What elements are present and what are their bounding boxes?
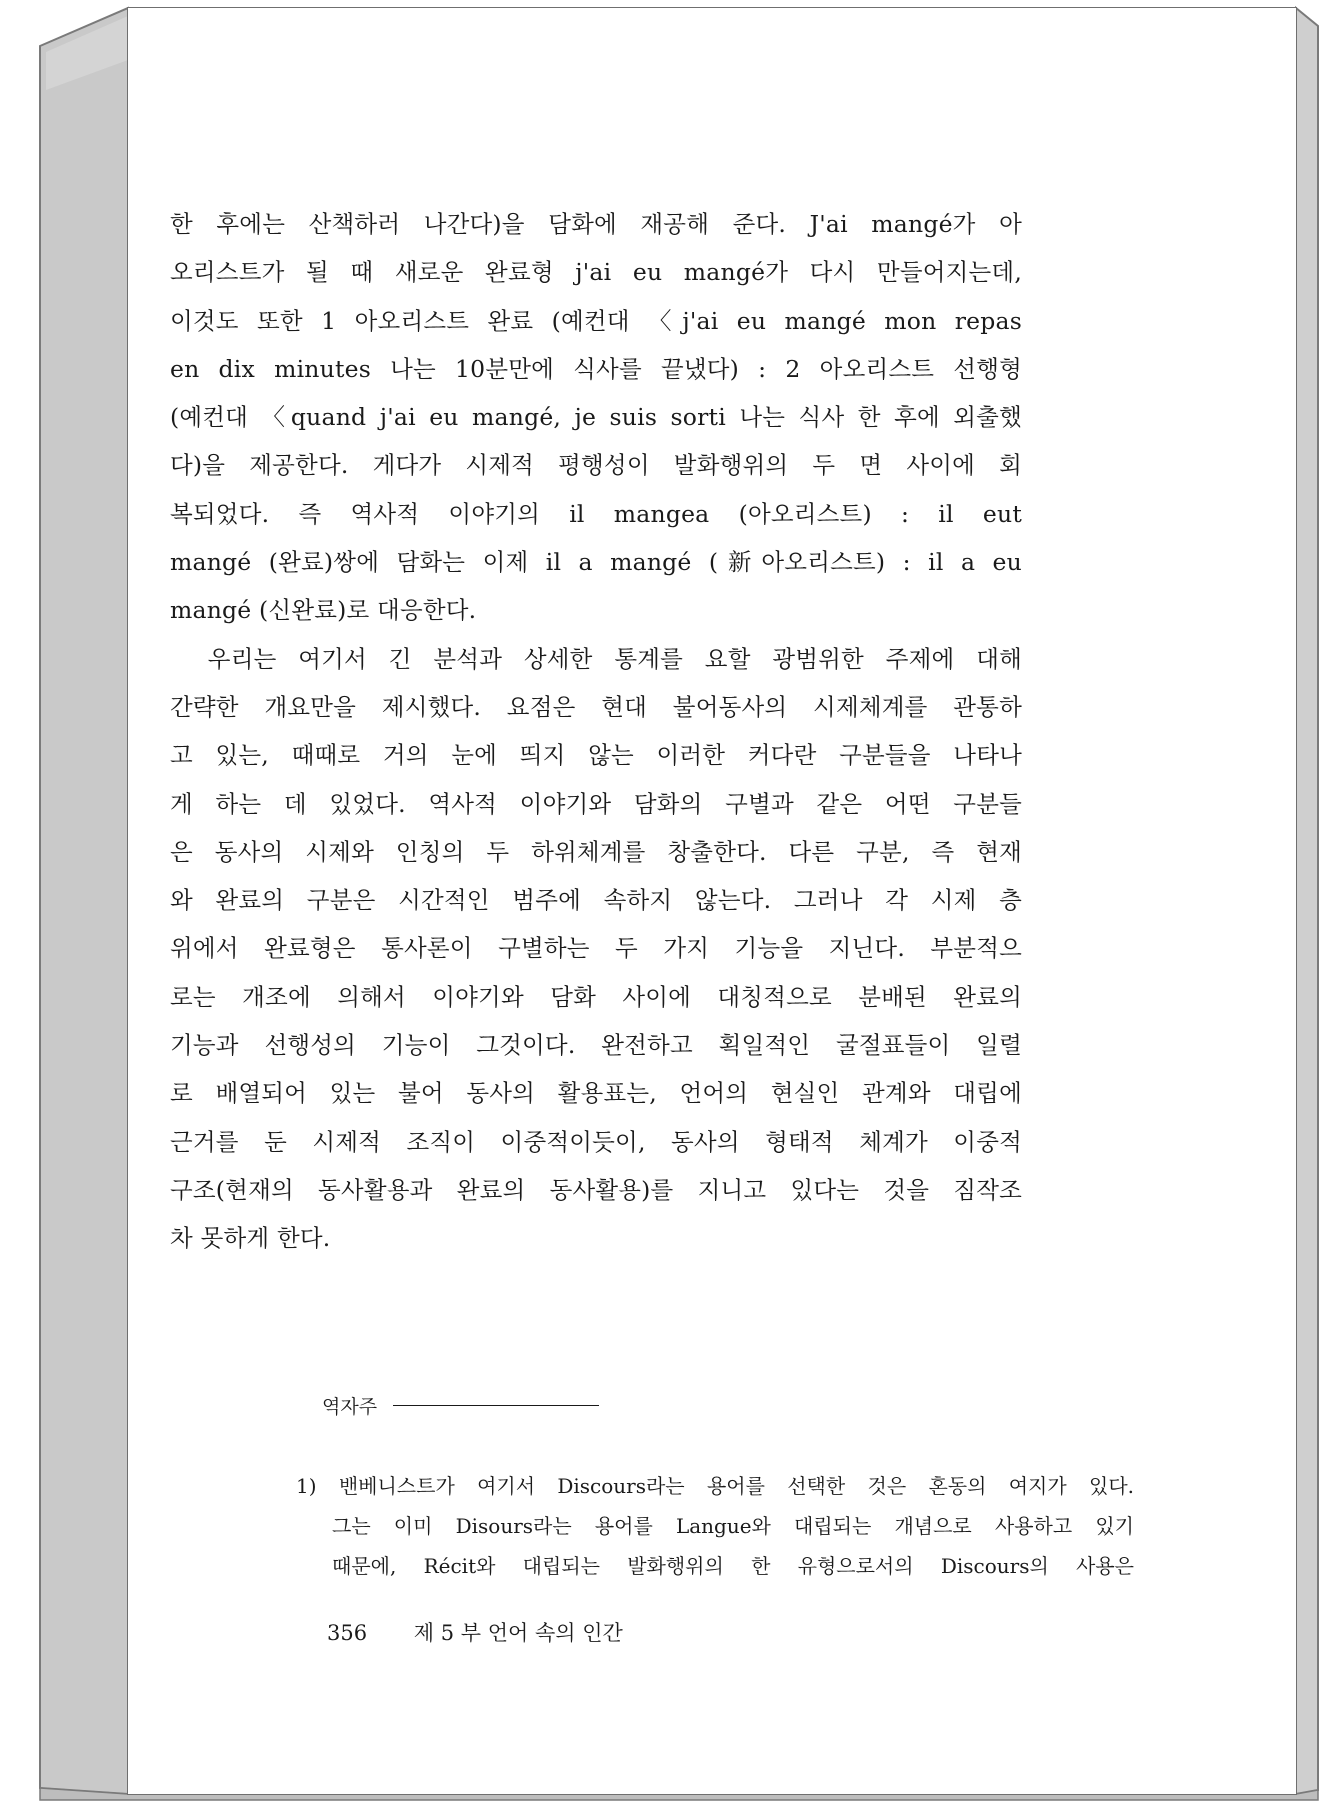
body-line: en dix minutes 나는 10분만에 식사를 끝냈다) : 2 아오리스트 선행형 <box>170 354 1022 383</box>
body-line: mangé (신완료)로 대응한다. <box>170 596 477 625</box>
body-text <box>170 200 1022 1263</box>
body-line: 차 못하게 한다. <box>170 1224 331 1253</box>
page-footer <box>327 1617 623 1647</box>
footnote-heading-label: 역자주 <box>322 1396 378 1418</box>
book-spine <box>40 8 128 1794</box>
footnotes <box>296 1466 1134 1586</box>
body-line: 로는 개조에 의해서 이야기와 담화 사이에 대칭적으로 분배된 완료의 <box>170 982 1022 1011</box>
body-line: (예컨대 〈quand j'ai eu mangé, je suis sorti 나는 식사 한 후에 외출했 <box>170 403 1022 432</box>
body-line: 구조(현재의 동사활용과 완료의 동사활용)를 지니고 있다는 것을 짐작조 <box>170 1175 1022 1204</box>
section-title: 제 5 부 언어 속의 인간 <box>413 1621 623 1645</box>
body-line: mangé (완료)쌍에 담화는 이제 il a mangé (新아오리스트) : il a eu <box>170 548 1022 577</box>
footnote-heading <box>322 1392 599 1419</box>
page-number: 356 <box>327 1621 368 1645</box>
footnote-rule <box>393 1405 599 1407</box>
body-line: 이것도 또한 1 아오리스트 완료 (예컨대 〈j'ai eu mangé mon repas <box>170 306 1022 335</box>
footnote-line: 그는 이미 Disours라는 용어를 Langue와 대립되는 개념으로 사용하고 있기 <box>332 1514 1134 1538</box>
body-line: 고 있는, 때때로 거의 눈에 띄지 않는 이러한 커다란 구분들을 나타나 <box>170 741 1022 770</box>
footnote-line: 1) 밴베니스트가 여기서 Discours라는 용어를 선택한 것은 혼동의 여지가 있다. <box>296 1474 1134 1498</box>
body-line: 기능과 선행성의 기능이 그것이다. 완전하고 획일적인 굴절표들이 일렬 <box>170 1031 1022 1060</box>
body-line: 근거를 둔 시제적 조직이 이중적이듯이, 동사의 형태적 체계가 이중적 <box>170 1127 1022 1156</box>
body-line: 와 완료의 구분은 시간적인 범주에 속하지 않는다. 그러나 각 시제 층 <box>170 886 1022 915</box>
body-line: 다)을 제공한다. 게다가 시제적 평행성이 발화행위의 두 면 사이에 회 <box>170 451 1022 480</box>
book-right-edge <box>1296 8 1318 1794</box>
body-line: 우리는 여기서 긴 분석과 상세한 통계를 요할 광범위한 주제에 대해 <box>170 644 1022 673</box>
body-line: 한 후에는 산책하러 나간다)을 담화에 재공해 준다. J'ai mangé가 아 <box>170 210 1022 238</box>
body-line: 간략한 개요만을 제시했다. 요점은 현대 불어동사의 시제체계를 관통하 <box>170 692 1022 721</box>
body-line: 위에서 완료형은 통사론이 구별하는 두 가지 기능을 지닌다. 부분적으 <box>170 934 1022 963</box>
footnote-line: 때문에, Récit와 대립되는 발화행위의 한 유형으로서의 Discours의 사용은 <box>332 1554 1134 1578</box>
body-line: 복되었다. 즉 역사적 이야기의 il mangea (아오리스트) : il eut <box>170 499 1022 528</box>
body-line: 은 동사의 시제와 인칭의 두 하위체계를 창출한다. 다른 구분, 즉 현재 <box>170 837 1022 866</box>
body-line: 게 하는 데 있었다. 역사적 이야기와 담화의 구별과 같은 어떤 구분들 <box>170 789 1022 818</box>
body-line: 오리스트가 될 때 새로운 완료형 j'ai eu mangé가 다시 만들어지는데, <box>170 258 1022 287</box>
body-line: 로 배열되어 있는 불어 동사의 활용표는, 언어의 현실인 관계와 대립에 <box>170 1079 1022 1108</box>
